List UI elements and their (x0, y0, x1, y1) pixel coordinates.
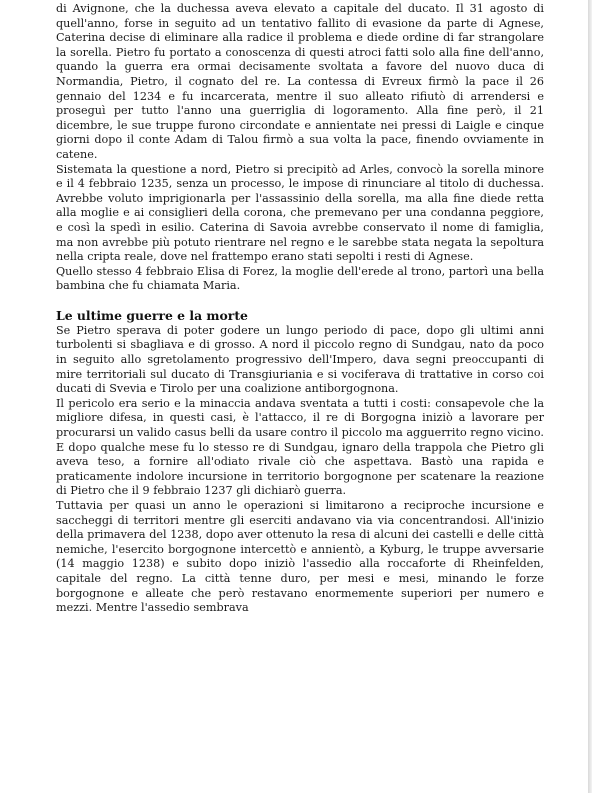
paragraph: Tuttavia per quasi un anno le operazioni si limitarono a reciproche incursione e saccheggi di territori mentre gli eserciti andavano via via concentrandosi. All'inizio della primavera del 1238, dopo aver ottenuto la resa di alcuni dei castelli e delle città nemiche, l'esercito borgognone intercettò e annientò, a Kyburg, le truppe avversarie (14 maggio 1238) e subito dopo iniziò l'assedio alla roccaforte di Rheinfelden, capitale del regno. La città tenne duro, per mesi e mesi, minando le forze borgognone e alleate che però restavano enormemente superiori per numero e mezzi. Mentre l'assedio sembrava (56, 499, 544, 615)
paragraph: Sistemata la questione a nord, Pietro si precipitò ad Arles, convocò la sorella minore e il 4 febbraio 1235, senza un processo, le impose di rinunciare al titolo di duchessa. Avrebbe voluto imprigionarla per l'assassinio della sorella, ma alla fine diede retta alla moglie e ai consiglieri della corona, che premevano per una condanna peggiore, e così la spedì in esilio. Caterina di Savoia avrebbe conservato il nome di famiglia, ma non avrebbe più potuto rientrare nel regno e le sarebbe stata negata la sepoltura nella cripta reale, dove nel frattempo erano stati sepolti i resti di Agnese. (56, 162, 544, 264)
document-body (56, 2, 544, 616)
paragraph: di Avignone, che la duchessa aveva elevato a capitale del ducato. Il 31 agosto di quell'anno, forse in seguito ad un tentativo fallito di evasione da parte di Agnese, Caterina decise di eliminare alla radice il problema e diede ordine di far strangolare la sorella. Pietro fu portato a conoscenza di questi atroci fatti solo alla fine dell'anno, quando la guerra era ormai decisamente svoltata a favore del nuovo duca di Normandia, Pietro, il cognato del re. La contessa di Evreux firmò la pace il 26 gennaio del 1234 e fu incarcerata, mentre il suo alleato rifiutò di arrendersi e proseguì per tutto l'anno una guerriglia di logoramento. Alla fine però, il 21 dicembre, le sue truppe furono circondate e annientate nei pressi di Laigle e cinque giorni dopo il conte Adam di Talou firmò a sua volta la pace, finendo ovviamente in catene. (56, 2, 544, 161)
paragraph: Il pericolo era serio e la minaccia andava sventata a tutti i costi: consapevole che la migliore difesa, in questi casi, è l'attacco, il re di Borgogna iniziò a lavorare per procurarsi un valido casus belli da usare contro il piccolo ma agguerrito regno vicino. E dopo qualche mese fu lo stesso re di Sundgau, ignaro della trappola che Pietro gli aveva teso, a fornire all'odiato rivale ciò che aspettava. Bastò una rapida e praticamente indolore incursione in territorio borgognone per scatenare la reazione di Pietro che il 9 febbraio 1237 gli dichiarò guerra. (56, 396, 544, 498)
section-heading: Le ultime guerre e la morte (56, 307, 248, 323)
paragraph: Se Pietro sperava di poter godere un lungo periodo di pace, dopo gli ultimi anni turbolenti si sbagliava e di grosso. A nord il piccolo regno di Sundgau, nato da poco in seguito allo sgretolamento progressivo dell'Impero, dava segni preoccupanti di mire territoriali sul ducato di Transgiuriania e si vociferava di trattative in corso coi ducati di Svevia e Tirolo per una coalizione antiborgognona. (56, 323, 544, 396)
paragraph: Quello stesso 4 febbraio Elisa di Forez, la moglie dell'erede al trono, partorì una bella bambina che fu chiamata Maria. (56, 264, 544, 293)
page-edge-shadow (588, 0, 592, 793)
